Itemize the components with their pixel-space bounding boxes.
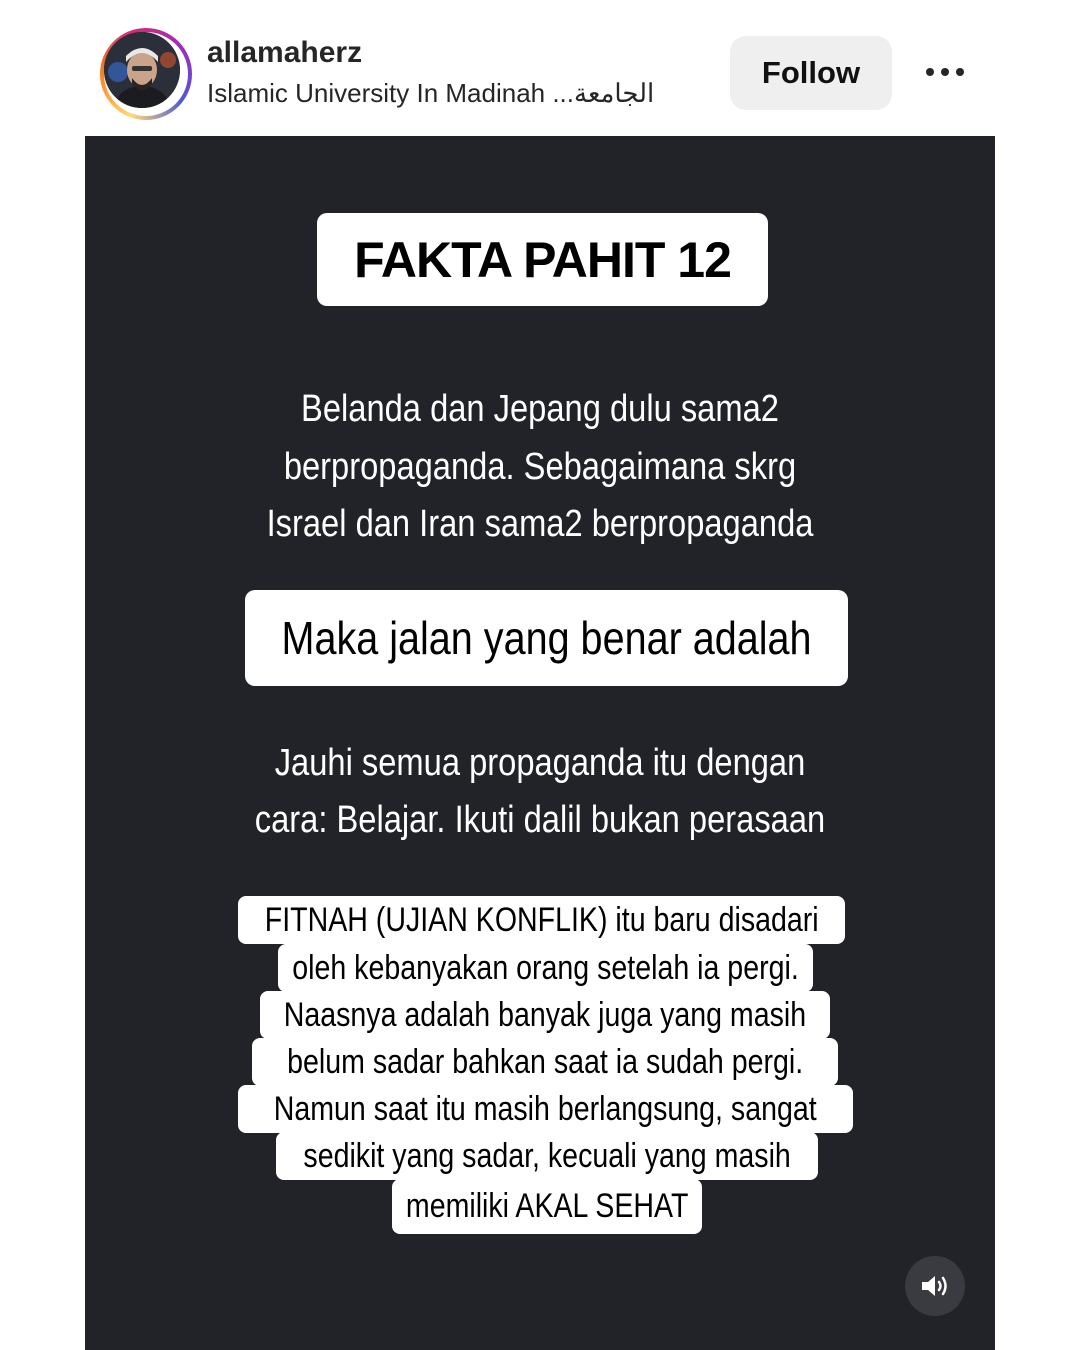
fitnah-line: Naasnya adalah banyak juga yang masih bbox=[260, 991, 830, 1039]
fitnah-line: sedikit yang sadar, kecuali yang masih bbox=[276, 1132, 818, 1180]
speaker-icon[interactable] bbox=[905, 1256, 965, 1316]
fitnah-line: oleh kebanyakan orang setelah ia pergi. bbox=[278, 944, 813, 992]
paragraph-line: cara: Belajar. Ikuti dalil bukan perasaan bbox=[254, 799, 826, 841]
paragraph-line: Belanda dan Jepang dulu sama2 bbox=[301, 388, 779, 430]
post-title: FAKTA PAHIT 12 bbox=[354, 231, 731, 288]
paragraph-line: Israel dan Iran sama2 berpropaganda bbox=[266, 503, 814, 545]
avatar-image bbox=[104, 32, 180, 108]
paragraph-line: Jauhi semua propaganda itu dengan bbox=[274, 742, 806, 784]
paragraph-line: berpropaganda. Sebagaimana skrg bbox=[283, 446, 797, 488]
username[interactable]: allamaherz bbox=[207, 36, 363, 69]
location-tag[interactable]: Islamic University In Madinah ...الجامعة bbox=[207, 78, 655, 108]
fitnah-line: FITNAH (UJIAN KONFLIK) itu baru disadari bbox=[238, 896, 845, 944]
fitnah-line: memiliki AKAL SEHAT bbox=[392, 1179, 702, 1234]
avatar[interactable] bbox=[100, 28, 192, 120]
person-icon bbox=[104, 32, 180, 108]
speaker-icon-glyph bbox=[920, 1273, 950, 1299]
fitnah-line: Namun saat itu masih berlangsung, sangat bbox=[238, 1085, 853, 1133]
highlight-box bbox=[245, 590, 848, 686]
title-box bbox=[317, 213, 768, 306]
follow-button[interactable]: Follow bbox=[730, 36, 892, 110]
post-header bbox=[0, 0, 1080, 136]
highlight-text: Maka jalan yang benar adalah bbox=[281, 612, 812, 664]
post-media[interactable] bbox=[85, 136, 995, 1350]
more-options-icon[interactable] bbox=[920, 52, 970, 92]
fitnah-line: belum sadar bahkan saat ia sudah pergi. bbox=[252, 1038, 838, 1086]
